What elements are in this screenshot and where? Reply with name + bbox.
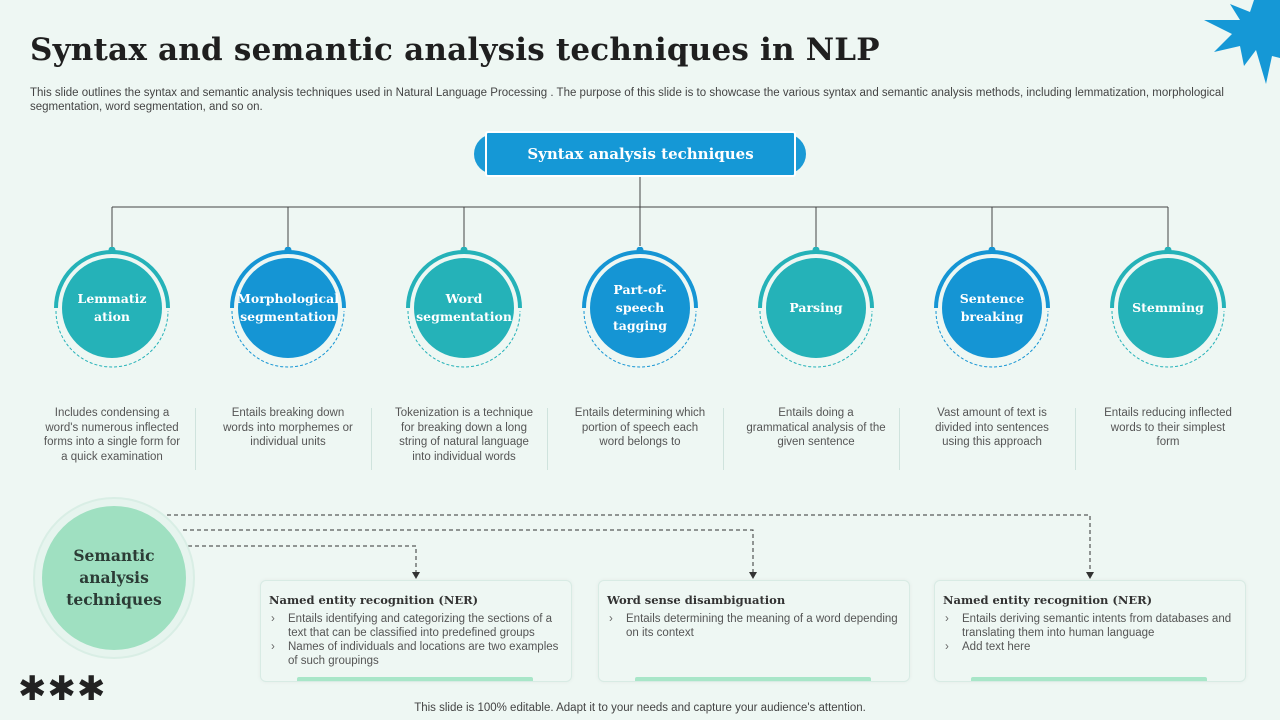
card-bullets <box>943 612 1235 654</box>
divider <box>899 408 900 470</box>
technique-lemmatization <box>52 247 172 369</box>
card-bullets <box>607 612 899 640</box>
card-title: Word sense disambiguation <box>607 593 786 607</box>
footer-note: This slide is 100% editable. Adapt it to your needs and capture your audience's attention. <box>414 702 866 714</box>
card-bullet: › Entails deriving semantic intents from databases and translating them into human language <box>943 612 1235 640</box>
divider <box>547 408 548 470</box>
technique-word-segmentation <box>404 247 524 369</box>
technique-sentence-breaking <box>932 247 1052 369</box>
card-bullets <box>269 612 561 668</box>
technique-description: Tokenization is a technique for breaking down a long string of natural language into individual words <box>394 407 534 463</box>
technique-label: Parsing <box>766 258 866 358</box>
page-subtitle: This slide outlines the syntax and semantic analysis techniques used in Natural Language Processing . The purpose of this slide is to showcase the various syntax and semantic analysis methods, including lemmatization, morphological segmentation, word segmentation, and so on. <box>30 87 1224 113</box>
card-accent-bar <box>971 677 1207 681</box>
semantic-card-word-sense <box>598 580 910 682</box>
divider <box>371 408 372 470</box>
technique-label: Morphological segmentation <box>238 258 338 358</box>
technique-description: Entails determining which portion of speech each word belongs to <box>574 407 706 448</box>
technique-label: Part-of-speech tagging <box>590 258 690 358</box>
divider <box>1075 408 1076 470</box>
semantic-card-ner <box>260 580 572 682</box>
syntax-heading: Syntax analysis techniques <box>485 131 796 177</box>
technique-morphological-segmentation <box>228 247 348 369</box>
card-accent-bar <box>635 677 871 681</box>
technique-description: Entails doing a grammatical analysis of the given sentence <box>746 407 886 448</box>
technique-label: Word segmentation <box>414 258 514 358</box>
technique-description: Entails breaking down words into morphemes or individual units <box>223 407 353 448</box>
technique-description: Entails reducing inflected words to their simplest form <box>1104 407 1232 448</box>
card-accent-bar <box>297 677 533 681</box>
technique-label: Sentence breaking <box>942 258 1042 358</box>
technique-label: Stemming <box>1118 258 1218 358</box>
page-title: Syntax and semantic analysis techniques in NLP <box>30 32 880 68</box>
technique-stemming <box>1108 247 1228 369</box>
card-bullet: › Entails identifying and categorizing the sections of a text that can be classified into predefined groups <box>269 612 561 640</box>
technique-part-of-speech-tagging <box>580 247 700 369</box>
semantic-heading: Semantic analysis techniques <box>42 506 186 650</box>
card-bullet: › Names of individuals and locations are two examples of such groupings <box>269 640 561 668</box>
technique-label: Lemmatiz ation <box>62 258 162 358</box>
divider <box>723 408 724 470</box>
divider <box>195 408 196 470</box>
card-title: Named entity recognition (NER) <box>943 593 1153 607</box>
technique-description: Vast amount of text is divided into sentences using this approach <box>935 407 1049 448</box>
card-bullet: › Entails determining the meaning of a word depending on its context <box>607 612 899 640</box>
asterisk-decoration-icon: ✱✱✱ <box>18 669 107 709</box>
semantic-card-ner-2 <box>934 580 1246 682</box>
card-bullet: › Add text here <box>943 640 1235 654</box>
technique-description: Includes condensing a word's numerous inflected forms into a single form for a quick examination <box>43 407 181 463</box>
card-title: Named entity recognition (NER) <box>269 593 479 607</box>
technique-parsing <box>756 247 876 369</box>
